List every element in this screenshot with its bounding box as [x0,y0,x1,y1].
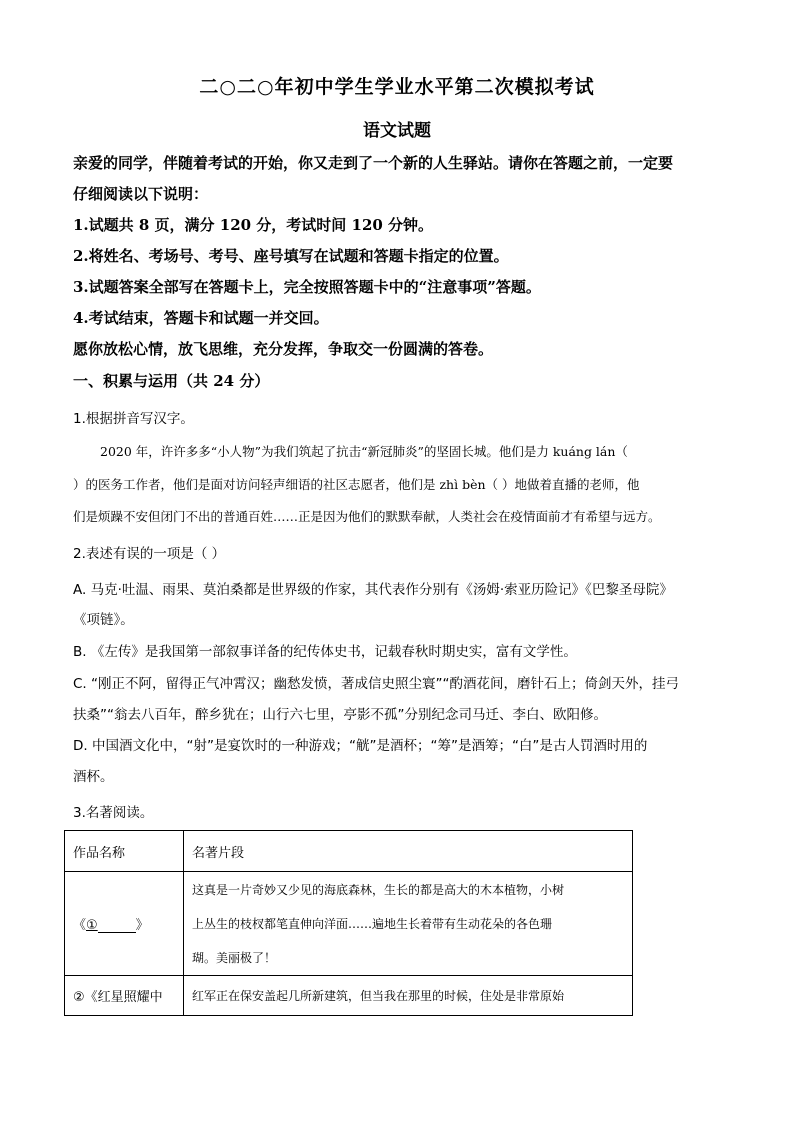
excerpt-cell: 这真是一片奇妙又少见的海底森林，生长的都是高大的木本植物，小树 上丛生的枝杈都笔直伸向洋面……遍地生长着带有生动花朵的各色珊 瑚。美丽极了！ [184,872,633,976]
exam-subtitle: 语文试题 [363,121,431,141]
intro-closing: 愿你放松心情，放飞思维，充分发挥，争取交一份圆满的答卷。 [73,340,494,358]
option-a-line-1: A. 马克·吐温、雨果、莫泊桑都是世界级的作家，其代表作分别有《汤姆·索亚历险记》《巴黎圣母院》 [73,582,673,598]
option-c-line-2: 扶桑”“翁去八百年，醉乡犹在；山行六七里，亭影不孤”分别纪念司马迁、李白、欧阳修。 [73,707,607,723]
option-b: B. 《左传》是我国第一部叙事详备的纪传体史书，记载春秋时期史实，富有文学性。 [73,644,577,660]
section-1-heading: 一、积累与运用（共 24 分） [73,372,270,390]
question-1-prompt: 1.根据拼音写汉字。 [73,411,194,427]
intro-line-1: 亲爱的同学，伴随着考试的开始，你又走到了一个新的人生驿站。请你在答题之前，一定要 [73,154,674,172]
work-name-cell: 《① 》 [65,872,184,976]
option-d-line-1: D. 中国酒文化中，“射”是宴饮时的一种游戏；“觥”是酒杯；“筹”是酒筹；“白”是古人罚酒时用的 [73,738,648,754]
option-d-line-2: 酒杯。 [73,769,114,785]
instruction-4: 4.考试结束，答题卡和试题一并交回。 [73,309,329,327]
table-row [65,976,633,1016]
blank-underline [98,918,136,933]
table-header-row [65,831,633,872]
instruction-3: 3.试题答案全部写在答题卡上，完全按照答题卡中的“注意事项”答题。 [73,278,541,296]
classics-table [64,830,633,1016]
instruction-1: 1.试题共 8 页，满分 120 分，考试时间 120 分钟。 [73,216,434,234]
work-name-cell: ②《红星照耀中 [65,976,184,1016]
question-2-prompt: 2.表述有误的一项是（ ） [73,546,226,562]
header-excerpt: 名著片段 [184,831,633,872]
excerpt-cell: 红军正在保安盖起几所新建筑，但当我在那里的时候，住处是非常原始 [184,976,633,1016]
q1-passage-line-3: 们是烦躁不安但闭门不出的普通百姓……正是因为他们的默默奉献，人类社会在疫情面前才有希望与远方。 [73,509,661,524]
q1-passage-line-2: ）的医务工作者，他们是面对访问轻声细语的社区志愿者，他们是 zhì bèn（ ）地做着直播的老师，他 [73,477,640,492]
option-a-line-2: 《项链》。 [73,612,134,628]
intro-line-2: 仔细阅读以下说明： [73,185,209,203]
answer-blank-1: ① [86,918,98,933]
question-3-prompt: 3.名著阅读。 [73,805,154,821]
table-row [65,872,633,976]
option-c-line-1: C. “刚正不阿，留得正气冲霄汉；幽愁发愤，著成信史照尘寰”“酌酒花间，磨针石上；倚剑天外，挂弓 [73,676,679,692]
q1-passage-line-1: 2020 年，许许多多“小人物”为我们筑起了抗击“新冠肺炎”的坚固长城。他们是力 kuáng lán（ [100,444,628,459]
header-work-name: 作品名称 [65,831,184,872]
exam-title: 二○二○年初中学生学业水平第二次模拟考试 [199,76,595,98]
instruction-2: 2.将姓名、考场号、考号、座号填写在试题和答题卡指定的位置。 [73,247,509,265]
